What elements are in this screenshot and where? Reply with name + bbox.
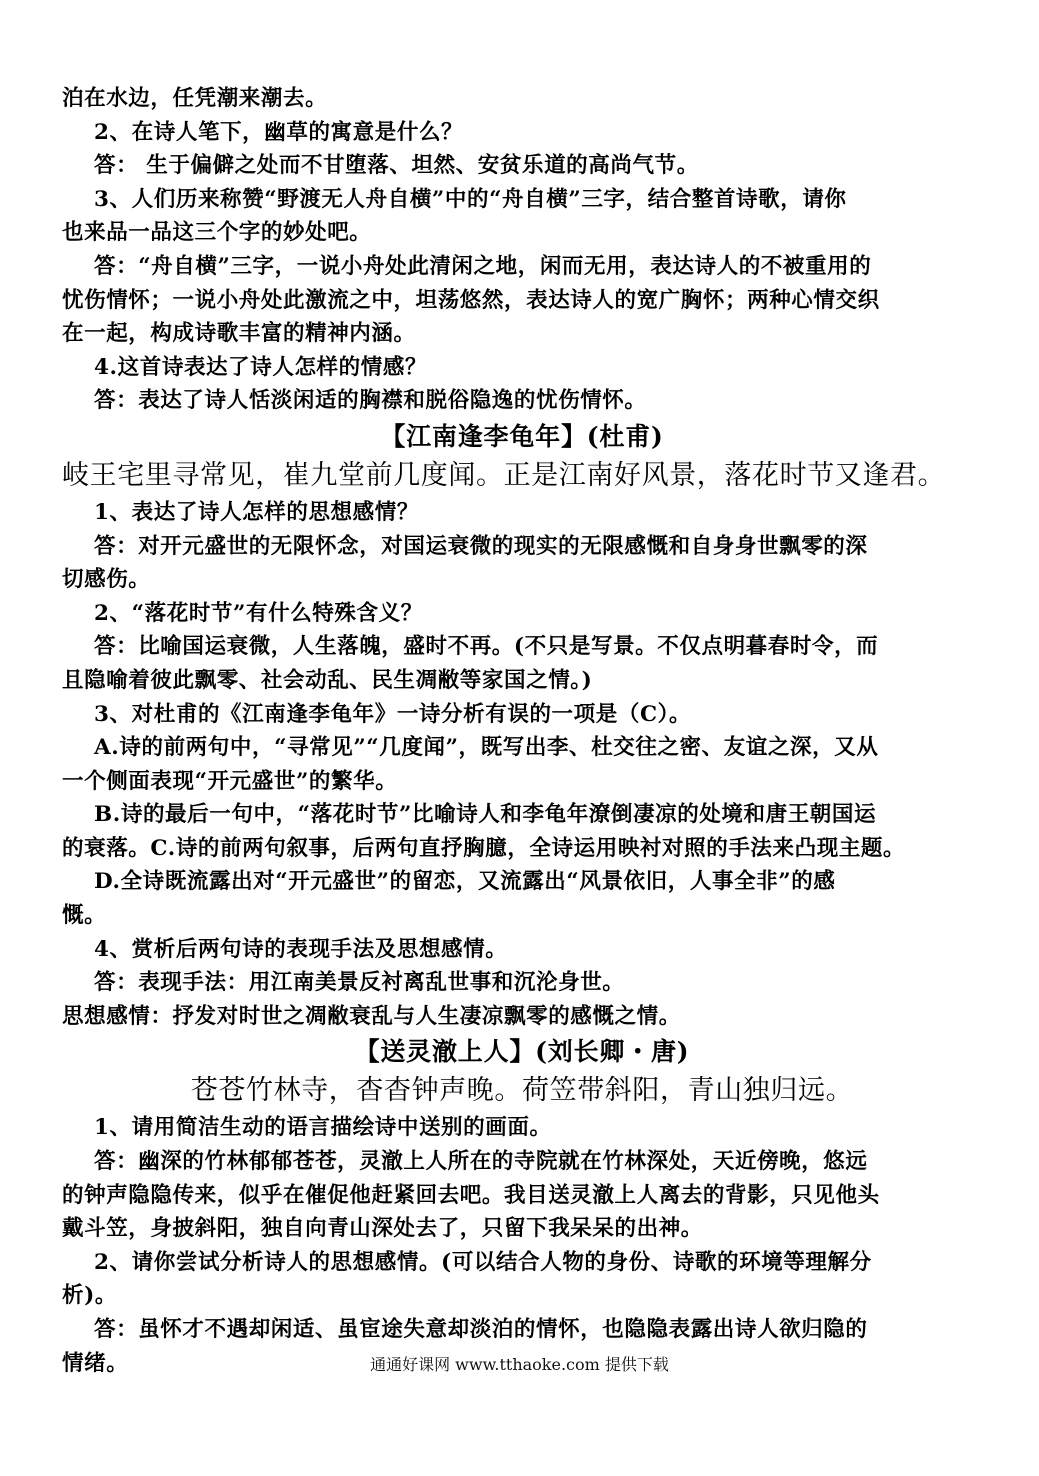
answer-line: 答：比喻国运衰微，人生落魄，盛时不再。(不只是写景。不仅点明暮春时令，而 xyxy=(94,634,879,660)
page-footer: 通通好课网 www.tthaoke.com 提供下载 xyxy=(370,1355,669,1374)
text-line: 泊在水边，任凭潮来潮去。 xyxy=(62,86,328,111)
question-line: 1、请用简洁生动的语言描绘诗中送别的画面。 xyxy=(94,1115,552,1141)
option-line: A.诗的前两句中，“寻常见”“几度闻”，既写出李、杜交往之密、友谊之深，又从 xyxy=(94,735,879,761)
answer-line: 在一起，构成诗歌丰富的精神内涵。 xyxy=(62,321,416,347)
answer-line: 切感伤。 xyxy=(62,567,151,593)
answer-line: 忧伤情怀；一说小舟处此激流之中，坦荡悠然，表达诗人的宽广胸怀；两种心情交织 xyxy=(62,287,880,313)
answer-line: 思想感情：抒发对时世之凋敝衰乱与人生凄凉飘零的感慨之情。 xyxy=(62,1003,681,1029)
answer-line: 答：虽怀才不遇却闲适、虽宦途失意却淡泊的情怀，也隐隐表露出诗人欲归隐的 xyxy=(94,1317,868,1342)
poem-title: 【江南逢李龟年】(杜甫) xyxy=(380,421,664,451)
poem-text: 苍苍竹林寺，杳杳钟声晚。荷笠带斜阳，青山独归远。 xyxy=(190,1075,854,1107)
answer-line: 情绪。 xyxy=(62,1350,129,1376)
question-line: 2、“落花时节”有什么特殊含义？ xyxy=(94,600,423,626)
question-line: 4、赏析后两句诗的表现手法及思想感情。 xyxy=(94,936,508,962)
option-line: 的衰落。C.诗的前两句叙事，后两句直抒胸臆，全诗运用映衬对照的手法来凸现主题。 xyxy=(62,835,906,861)
question-line: 也来品一品这三个字的妙处吧。 xyxy=(62,220,372,246)
question-line: 析)。 xyxy=(62,1283,117,1309)
question-line: 2、在诗人笔下，幽草的寓意是什么？ xyxy=(94,119,464,145)
question-line: 1、表达了诗人怎样的思想感情？ xyxy=(94,499,419,525)
option-line: B.诗的最后一句中，“落花时节”比喻诗人和李龟年潦倒凄凉的处境和唐王朝国运 xyxy=(94,802,877,828)
poem-text: 岐王宅里寻常见，崔九堂前几度闻。正是江南好风景，落花时节又逢君。 xyxy=(62,459,946,491)
answer-line: 答：“舟自横”三字，一说小舟处此清闲之地，闲而无用，表达诗人的不被重用的 xyxy=(94,253,872,279)
answer-line: 答：幽深的竹林郁郁苍苍，灵澈上人所在的寺院就在竹林深处，天近傍晚，悠远 xyxy=(94,1149,868,1175)
answer-line: 答： 生于偏僻之处而不甘堕落、坦然、安贫乐道的高尚气节。 xyxy=(94,153,699,179)
question-line: 3、人们历来称赞“野渡无人舟自横”中的“舟自横”三字，结合整首诗歌，请你 xyxy=(94,186,847,212)
question-line: 4.这首诗表达了诗人怎样的情感？ xyxy=(94,354,428,380)
answer-line: 的钟声隐隐传来，似乎在催促他赶紧回去吧。我目送灵澈上人离去的背影，只见他头 xyxy=(62,1182,880,1208)
option-line: 慨。 xyxy=(62,903,107,929)
answer-line: 答：表现手法：用江南美景反衬离乱世事和沉沦身世。 xyxy=(94,970,625,996)
poem-title: 【送灵澈上人】(刘长卿・唐) xyxy=(354,1037,690,1067)
question-line: 3、对杜甫的《江南逢李龟年》一诗分析有误的一项是（C）。 xyxy=(94,701,692,727)
answer-line: 答：对开元盛世的无限怀念，对国运衰微的现实的无限感慨和自身身世飘零的深 xyxy=(94,533,868,559)
option-line: D.全诗既流露出对“开元盛世”的留恋，又流露出“风景依旧，人事全非”的感 xyxy=(94,869,836,895)
answer-line: 且隐喻着彼此飘零、社会动乱、民生凋敝等家国之情。) xyxy=(62,667,593,693)
answer-line: 戴斗笠，身披斜阳，独自向青山深处去了，只留下我呆呆的出神。 xyxy=(62,1216,703,1242)
document-body xyxy=(62,82,982,1380)
option-line: 一个侧面表现“开元盛世”的繁华。 xyxy=(62,768,398,794)
question-line: 2、请你尝试分析诗人的思想感情。(可以结合人物的身份、诗歌的环境等理解分 xyxy=(94,1249,872,1275)
answer-line: 答：表达了诗人恬淡闲适的胸襟和脱俗隐逸的忧伤情怀。 xyxy=(94,388,647,414)
